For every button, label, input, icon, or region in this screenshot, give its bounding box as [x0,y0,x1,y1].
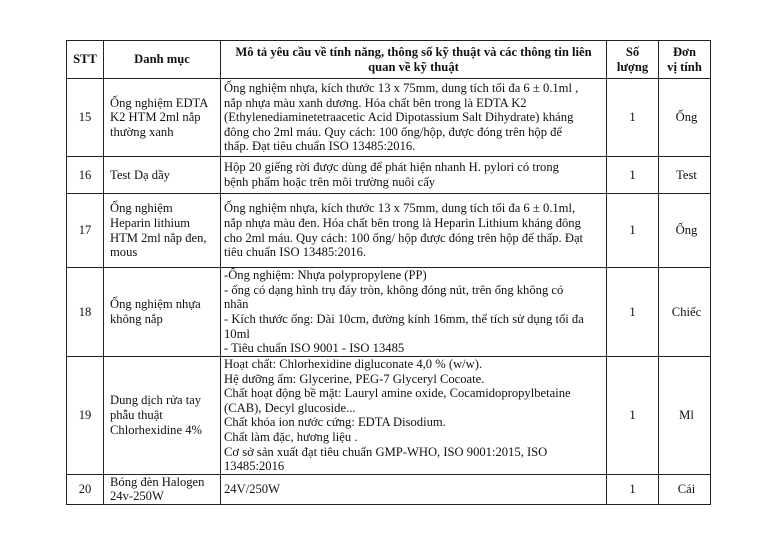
table-row [67,157,711,194]
header-description: Mô tả yêu cầu về tính năng, thông số kỹ thuật và các thông tin liên quan về kỹ thuật [221,41,607,79]
cell-line: Dung dịch rửa tay [110,393,202,408]
row-unit: Ống [659,79,711,157]
cell-line: nhãn [224,297,249,312]
row-stt: 16 [67,157,104,194]
row-quantity: 1 [607,268,659,357]
cell-line: thường xanh [110,124,174,139]
row-category [104,474,221,504]
cell-line: 10ml [224,326,250,341]
row-quantity: 1 [607,357,659,475]
cell-line: cho 2ml máu. Quy cách: 100 ống/ hộp được đóng trên hộp để thấp. Đạt [224,230,584,245]
equipment-spec-table [66,40,711,505]
cell-line: nắp nhựa màu xanh dương. Hóa chất bên trong là EDTA K2 [224,95,527,110]
cell-line: (CAB), Decyl glucoside... [224,400,356,415]
header-quantity: Số lượng [607,41,659,79]
row-category [104,268,221,357]
header-category: Danh mục [104,41,221,79]
cell-line: Heparin lithium [110,215,191,230]
cell-line: Ống nghiệm nhựa, kích thước 13 x 75mm, dung tích tối đa 6 ± 0.1ml , [224,81,579,96]
header-unit: Đơn vị tính [659,41,711,79]
row-category [104,79,221,157]
cell-line: Ống nghiệm [110,201,173,216]
cell-line: (Ethylenediaminetetraacetic Acid Dipotassium Salt Dihydrate) kháng [224,110,574,125]
cell-line: Chất khóa ion nước cứng: EDTA Disodium. [224,415,446,430]
row-stt: 18 [67,268,104,357]
cell-line: Bóng đèn Halogen [110,474,205,489]
cell-line: bệnh phẩm hoặc trên môi trường nuôi cấy [224,175,436,189]
row-unit: Chiếc [659,268,711,357]
row-description [221,474,607,504]
table-row [67,357,711,475]
cell-line: thấp. Đạt tiêu chuẩn ISO 13485:2016. [224,139,416,154]
row-description [221,157,607,194]
row-category [104,194,221,268]
cell-line: Chất làm đặc, hương liệu . [224,429,358,444]
cell-line: nắp nhựa màu đen. Hóa chất bên trong là Heparin Lithium kháng đông [224,215,581,230]
cell-line: Ống nghiệm nhựa, kích thước 13 x 75mm, dung tích tối đa 6 ± 0.1ml, [224,201,576,216]
table-row [67,79,711,157]
row-unit: Test [659,157,711,194]
cell-line: Cơ sở sản xuất đạt tiêu chuẩn GMP-WHO, ISO 9001:2015, ISO [224,444,548,459]
cell-line: đông cho 2ml máu. Quy cách: 100 ống/hộp, được đóng trên hộp để [224,124,563,139]
cell-line: Hệ dưỡng ẩm: Glycerine, PEG-7 Glyceryl Cocoate. [224,371,485,386]
cell-line: 24v-250W [110,489,164,504]
table-row [67,474,711,504]
cell-line: - Tiêu chuẩn ISO 9001 - ISO 13485 [224,341,405,356]
table-row [67,194,711,268]
row-description [221,194,607,268]
row-stt: 19 [67,357,104,475]
cell-line: 24V/250W [224,482,280,497]
cell-line: Hoạt chất: Chlorhexidine digluconate 4,0 % (w/w). [224,357,483,371]
header-row [67,41,711,79]
cell-line: 13485:2016 [224,459,285,474]
cell-line: không nắp [110,312,163,326]
row-description [221,357,607,475]
row-unit: Ml [659,357,711,475]
cell-line: Chlorhexidine 4% [110,422,202,437]
cell-line: mous [110,245,138,260]
cell-line: - Kích thước ống: Dài 10cm, đường kính 16mm, thể tích sử dụng tối đa [224,312,584,326]
row-quantity: 1 [607,474,659,504]
table-row [67,268,711,357]
row-unit: Ống [659,194,711,268]
row-unit: Cái [659,474,711,504]
row-category [104,357,221,475]
header-stt: STT [67,41,104,79]
table-body [67,79,711,505]
cell-line: Chất hoạt động bề mặt: Lauryl amine oxide, Cocamidopropylbetaine [224,386,571,401]
cell-line: Hộp 20 giếng rời được dùng để phát hiện nhanh H. pylori có trong [224,160,559,175]
row-category [104,157,221,194]
cell-line: Test Dạ dầy [110,167,170,182]
cell-line: Ống nghiệm EDTA [110,95,209,110]
row-description [221,79,607,157]
row-stt: 20 [67,474,104,504]
row-quantity: 1 [607,79,659,157]
cell-line: phẫu thuật [110,408,163,423]
row-stt: 15 [67,79,104,157]
row-description [221,268,607,357]
cell-line: HTM 2ml nắp đen, [110,230,207,245]
cell-line: -Ống nghiệm: Nhựa polypropylene (PP) [224,268,427,283]
cell-line: Ống nghiệm nhựa [110,297,201,312]
cell-line: - ống có dạng hình trụ đáy tròn, không đóng nút, trên ống không có [224,282,564,297]
row-stt: 17 [67,194,104,268]
cell-line: K2 HTM 2ml nắp [110,110,201,125]
cell-line: tiêu chuẩn ISO 13485:2016. [224,245,367,260]
row-quantity: 1 [607,194,659,268]
row-quantity: 1 [607,157,659,194]
